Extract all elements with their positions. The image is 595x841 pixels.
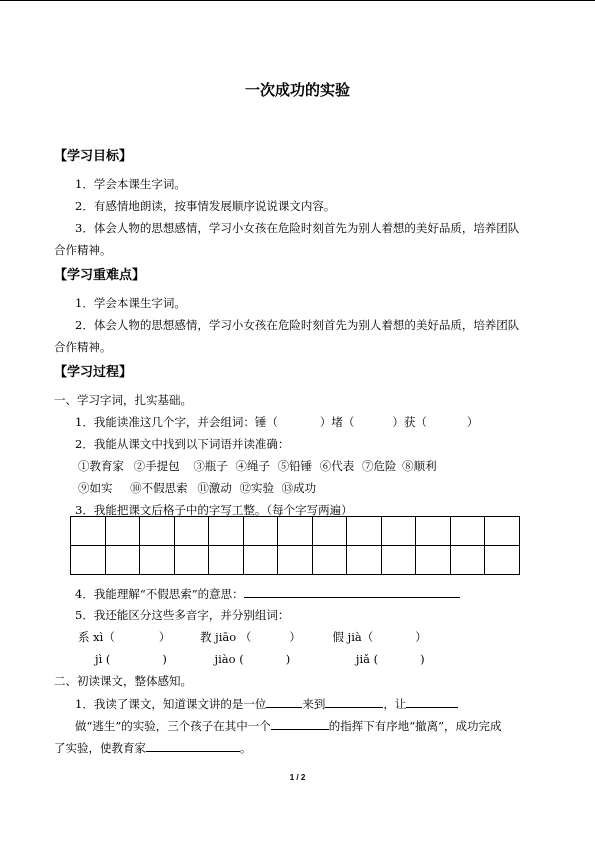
- goal-item: 1．学会本课生字词。: [75, 177, 186, 191]
- grid-cell[interactable]: [71, 546, 106, 575]
- q1-paren-3: ）获（: [392, 415, 427, 429]
- process-heading: 【学习过程】: [54, 365, 133, 380]
- grid-cell[interactable]: [278, 517, 313, 546]
- grid-cell[interactable]: [71, 517, 106, 546]
- q1-lead: 1．我能读准这几个字，并会组词：锤（: [75, 415, 278, 429]
- answer-line[interactable]: [325, 696, 383, 708]
- polyphone-label: 教 jiāo （: [199, 630, 252, 644]
- q1-paren-2: ）堵（: [319, 415, 355, 429]
- keypoint-item: 1．学会本课生字词。: [75, 296, 186, 310]
- polyphone-label: jì (: [95, 652, 111, 666]
- word-item: ⑥代表: [319, 459, 355, 473]
- word-list-row-1: [78, 458, 437, 474]
- keypoint-item: 2．体会人物的思想感情，学习小女孩在危险时刻首先为别人着想的美好品质，培养团队: [75, 318, 520, 332]
- paren-close: ): [285, 652, 291, 666]
- word-item: ①教育家: [78, 459, 124, 473]
- word-item: ②手提包: [133, 459, 180, 473]
- question-1: [75, 414, 478, 430]
- grid-cell[interactable]: [243, 546, 278, 575]
- answer-line[interactable]: [406, 696, 458, 708]
- reading-line-2: [75, 718, 502, 734]
- answer-line[interactable]: [244, 586, 460, 598]
- reading-line-3: [54, 740, 252, 756]
- answer-line[interactable]: [146, 740, 240, 752]
- word-item: ⑨如实: [78, 481, 113, 495]
- page-number: 1 / 2: [289, 773, 306, 782]
- word-item: ④绳子: [235, 459, 270, 473]
- paren-close: ）: [158, 630, 171, 644]
- keypoints-heading: 【学习重难点】: [54, 268, 146, 283]
- grid-cell[interactable]: [174, 517, 209, 546]
- polyphone-label: jiǎ (: [355, 652, 379, 666]
- grid-cell[interactable]: [105, 546, 140, 575]
- paren-close: ): [420, 652, 425, 666]
- writing-grid: [70, 516, 520, 575]
- grid-cell[interactable]: [312, 517, 347, 546]
- reading-line-1: [75, 696, 458, 712]
- part-two-heading: 二、初读课文，整体感知。: [54, 674, 192, 688]
- answer-line[interactable]: [266, 696, 302, 708]
- question-2: 2．我能从课文中找到以下词语并读准确：: [75, 437, 290, 451]
- paren-close: ): [162, 652, 167, 666]
- grid-cell[interactable]: [105, 517, 140, 546]
- q4-text: 4．我能理解“不假思索”的意思：: [75, 587, 244, 601]
- grid-cell[interactable]: [381, 517, 416, 546]
- q1-paren-4: ）: [466, 415, 479, 429]
- grid-cell[interactable]: [450, 546, 485, 575]
- reading-text: ，让: [383, 697, 407, 711]
- grid-cell[interactable]: [347, 546, 382, 575]
- goal-item: 3．体会人物的思想感情，学习小女孩在危险时刻首先为别人着想的美好品质，培养团队: [75, 221, 520, 235]
- question-3: 3．我能把课文后格子中的字写工整。（每个字写两遍）: [75, 503, 353, 517]
- polyphone-label: 假 jià（: [332, 630, 374, 644]
- grid-cell[interactable]: [416, 546, 451, 575]
- answer-line[interactable]: [271, 718, 329, 730]
- word-item: ⑩不假思索: [130, 481, 188, 495]
- word-item: ⑦危险: [361, 459, 397, 473]
- polyphone-row-1: [78, 629, 427, 645]
- grid-cell[interactable]: [174, 546, 209, 575]
- reading-text: 的指挥下有序地“撤离”，成功完成: [328, 719, 502, 733]
- reading-text: 来到: [302, 697, 326, 711]
- grid-cell[interactable]: [140, 517, 175, 546]
- page-title: 一次成功的实验: [244, 81, 350, 99]
- grid-cell[interactable]: [450, 517, 485, 546]
- reading-text: 了实验，使教育家: [54, 741, 146, 755]
- grid-cell[interactable]: [140, 546, 175, 575]
- part-one-heading: 一、学习字词，扎实基础。: [54, 393, 192, 407]
- word-item: ⑤铅锤: [277, 459, 313, 473]
- word-item: ③瓶子: [193, 459, 228, 473]
- polyphone-label: jiào (: [214, 652, 244, 666]
- grid-cell[interactable]: [485, 517, 520, 546]
- reading-text: 。: [240, 741, 252, 755]
- reading-text: 1．我读了课文，知道课文讲的是一位: [75, 697, 267, 711]
- question-5: 5．我还能区分这些多音字，并分别组词：: [75, 608, 290, 622]
- paren-close: ）: [415, 630, 427, 644]
- word-item: ⑧顺利: [402, 459, 437, 473]
- word-list-row-2: [78, 480, 316, 496]
- paren-close: ）: [289, 630, 301, 644]
- grid-cell[interactable]: [312, 546, 347, 575]
- goals-heading: 【学习目标】: [54, 149, 133, 164]
- grid-cell[interactable]: [485, 546, 520, 575]
- word-item: ⑫实验: [239, 481, 274, 495]
- grid-cell[interactable]: [381, 546, 416, 575]
- polyphone-row-2: [95, 652, 425, 666]
- grid-row: [71, 546, 520, 575]
- page-top-rule: [0, 0, 595, 1]
- reading-text: 做“逃生”的实验，三个孩子在其中一个: [75, 719, 271, 733]
- goal-item: 2．有感情地朗读，按事情发展顺序说说课文内容。: [75, 199, 336, 213]
- keypoint-item-continued: 合作精神。: [54, 340, 112, 354]
- word-item: ⑪激动: [197, 481, 232, 495]
- word-item: ⑬成功: [281, 481, 317, 495]
- grid-cell[interactable]: [278, 546, 313, 575]
- grid-cell[interactable]: [209, 546, 244, 575]
- grid-row: [71, 517, 520, 546]
- grid-cell[interactable]: [416, 517, 451, 546]
- goal-item-continued: 合作精神。: [54, 243, 112, 257]
- grid-cell[interactable]: [347, 517, 382, 546]
- polyphone-label: 系 xì（: [78, 630, 115, 644]
- grid-cell[interactable]: [209, 517, 244, 546]
- grid-cell[interactable]: [243, 517, 278, 546]
- question-4: [75, 586, 460, 602]
